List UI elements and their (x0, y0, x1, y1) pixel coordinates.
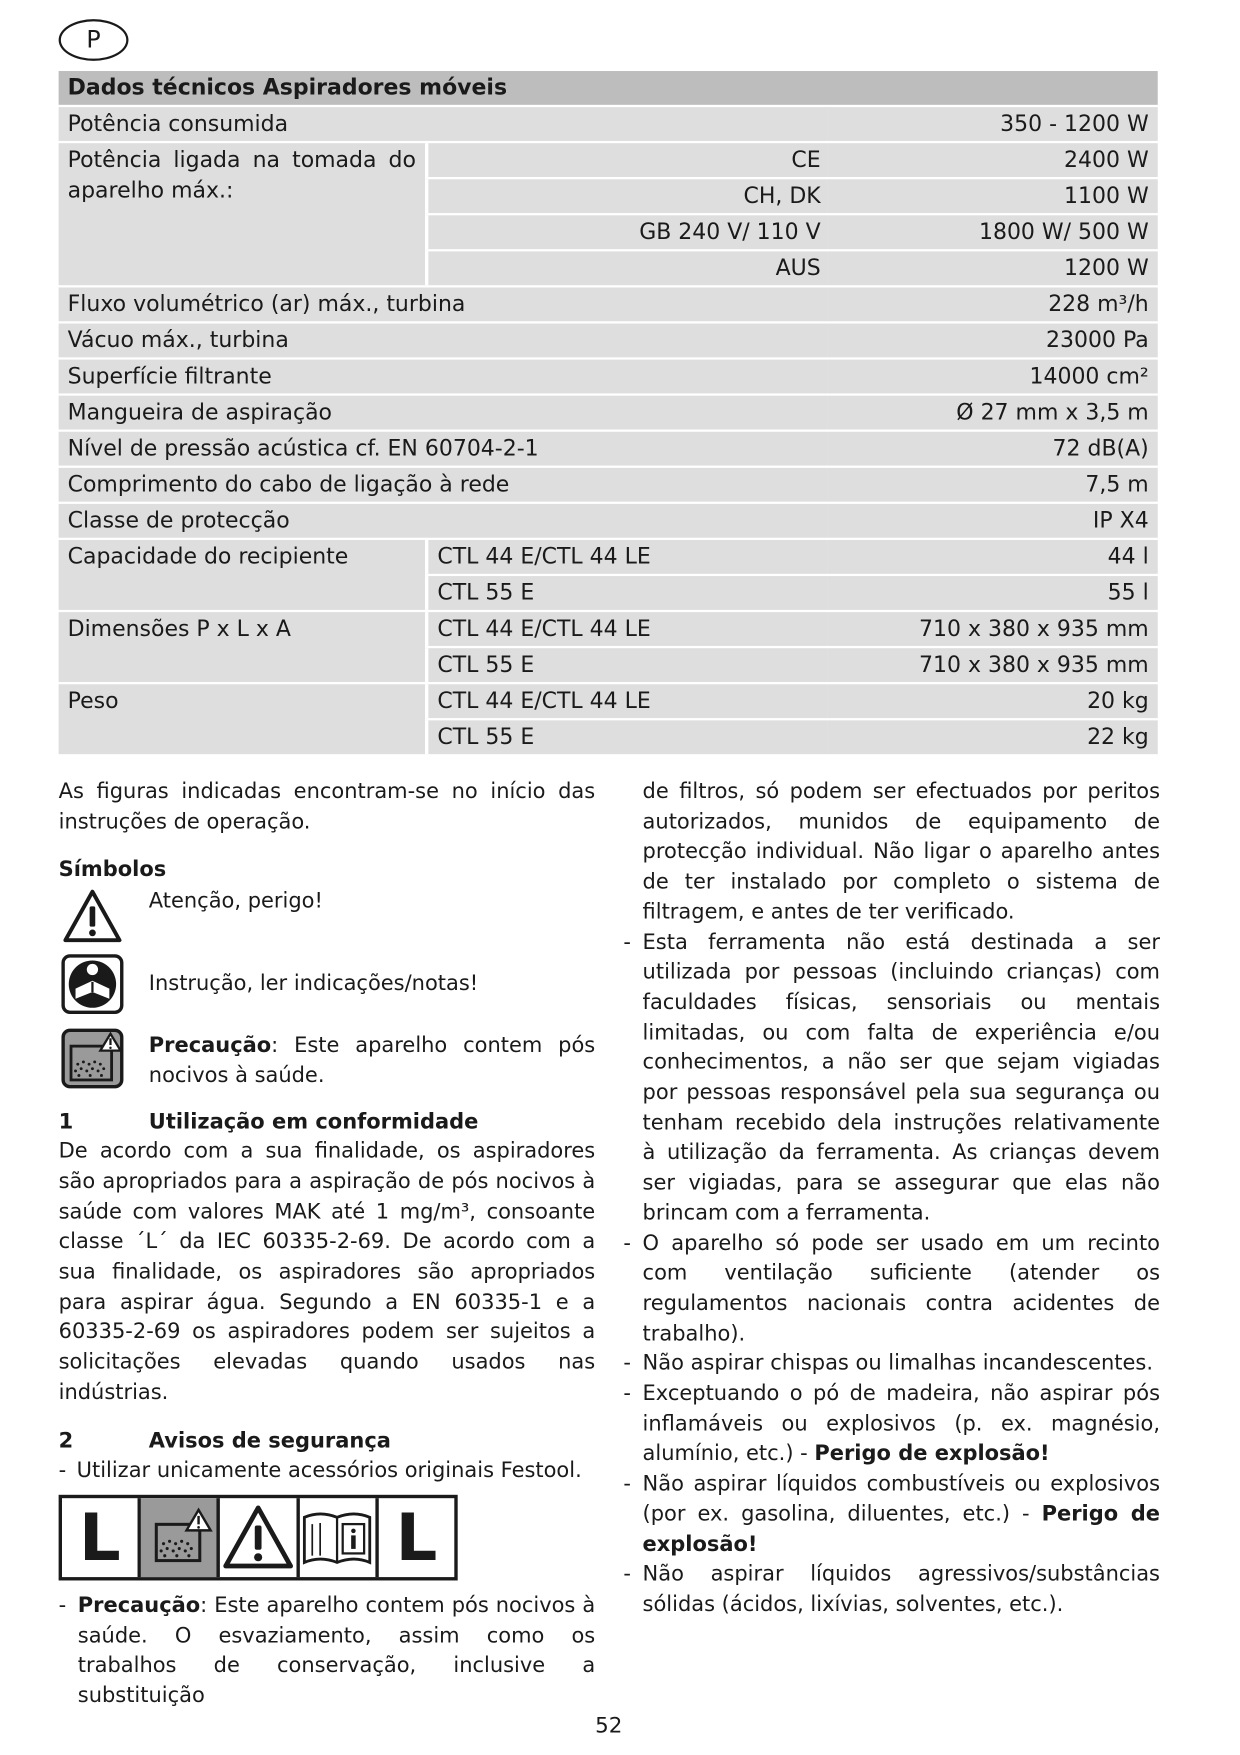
read-manual-icon (59, 954, 127, 1015)
warning-triangle-icon (59, 888, 127, 944)
table-row (59, 360, 1158, 394)
region-cell: CH, DK (425, 179, 827, 213)
row-label: Fluxo volumétrico (ar) máx., turbina (59, 287, 828, 321)
list-item: - Não aspirar líquidos combustíveis ou explosivos (por ex. gasolina, diluentes, etc.) - Perigo de explosão! (623, 1472, 1161, 1557)
list-item-text: Não aspirar líquidos agressivos/substâncias sólidas (ácidos, lixívias, solventes, etc.). (642, 1562, 1160, 1617)
dust-class-L-icon: L (62, 1498, 141, 1577)
list-item: - Utilizar unicamente acessórios originais Festool. (58, 1459, 582, 1483)
model-cell: CTL 55 E (425, 576, 827, 610)
section-number: 2 (58, 1428, 74, 1453)
safety-sign-strip (59, 1495, 458, 1581)
row-value: 2400 W (827, 143, 1157, 177)
row-value: 1800 W/ 500 W (827, 215, 1157, 249)
list-item: - Precaução: Este aparelho contem pós nocivos à saúde. O esvaziamento, assim como os trabalhos de conservação, inclusive a substituição (58, 1593, 596, 1708)
language-badge: P (59, 19, 129, 61)
table-row (59, 143, 1158, 177)
list-item-text: Exceptuando o pó de madeira, não aspirar pós inflamáveis ou explosivos (p. ex. magnésio, alumínio, etc.) - (642, 1382, 1160, 1467)
explosion-warning: Perigo de explosão! (642, 1502, 1161, 1557)
row-value: 1100 W (827, 179, 1157, 213)
table-row (59, 540, 1158, 574)
page-number: 52 (595, 1713, 623, 1739)
section-title: Utilização em conformidade (148, 1109, 479, 1134)
row-value: 55 l (827, 576, 1157, 610)
warning-triangle-icon (220, 1498, 299, 1577)
row-value: 22 kg (827, 720, 1157, 754)
table-row (59, 684, 1158, 718)
list-item-text: Não aspirar chispas ou limalhas incandescentes. (642, 1352, 1153, 1376)
row-value: 23000 Pa (827, 324, 1157, 358)
technical-data-table (59, 69, 1158, 757)
intro-paragraph: As figuras indicadas encontram-se no início das instruções de operação. (58, 780, 596, 834)
model-cell: CTL 55 E (425, 648, 827, 682)
explosion-warning: Perigo de explosão! (814, 1442, 1050, 1467)
table-row (59, 468, 1158, 502)
table-title: Dados técnicos Aspiradores móveis (59, 71, 1158, 105)
right-column (623, 778, 1160, 1621)
row-value: 44 l (827, 540, 1157, 574)
row-value: 350 - 1200 W (827, 107, 1157, 141)
list-item: - O aparelho só pode ser usado em um recinto com ventilação suficiente (atender os regulamentos nacionais contra acidentes de trabalho). (623, 1231, 1160, 1346)
list-item: - Esta ferramenta não está destinada a ser utilizada por pessoas (incluindo crianças) com faculdades físicas, sensoriais ou mentais limitadas, ou com falta de experiência e/ou conhecimentos, a não ser que sejam vigiadas por pessoas responsável pela sua segurança ou tenham recebido dela instruções relativamente à utilização da ferramenta. As crianças devem ser vigiadas, para se assegurar que elas não brincam com a ferramenta. (623, 930, 1160, 1226)
list-item: - Não aspirar líquidos agressivos/substâncias sólidas (ácidos, lixívias, solventes, etc.). (623, 1562, 1160, 1617)
section-heading (59, 1108, 596, 1138)
row-label: Potência ligada na tomada do aparelho máx.: (59, 143, 425, 285)
dust-class-L-icon: L (395, 1499, 438, 1576)
row-label: Capacidade do recipiente (59, 540, 425, 610)
symbol-label (149, 1032, 595, 1092)
hazardous-dust-icon (141, 1498, 220, 1577)
table-row (59, 432, 1158, 466)
caution-bold: Precaução (77, 1593, 201, 1618)
table-row (59, 287, 1158, 321)
row-label: Superfície filtrante (59, 360, 828, 394)
section-paragraph: De acordo com a sua finalidade, os aspiradores são apropriados para a aspiração de pós nocivos à saúde com valores MAK até 1 mg/m³, consoante classe ´L´ da IEC 60335-2-69. De acordo com a sua finalidade, os aspiradores são apropriados para aspirar água. Segundo a EN 60335-1 e a 60335-2-69 os aspiradores podem ser sujeitos a solicitações elevadas quando usados nas indústrias. (58, 1139, 596, 1405)
symbol-label: Instrução, ler indicações/notas! (148, 971, 479, 996)
continued-paragraph: de filtros, só podem ser efectuados por peritos autorizados, munidos de equipamento de protecção individual. Não ligar o aparelho antes de ter instalado por completo o sistema de filtragem, e antes de ter verificado. (642, 780, 1160, 925)
model-cell: CTL 44 E/CTL 44 LE (425, 612, 827, 646)
table-row (59, 504, 1158, 538)
symbols-heading: Símbolos (58, 858, 167, 883)
row-value: IP X4 (827, 504, 1157, 538)
list-item-text: : Este aparelho contem pós nocivos à saúde. O esvaziamento, assim como os trabalhos de conservação, inclusive a substituição (77, 1593, 596, 1708)
table-row (59, 107, 1158, 141)
row-label: Dimensões P x L x A (59, 612, 425, 682)
symbol-row-dust (59, 1028, 596, 1092)
row-label: Vácuo máx., turbina (59, 324, 828, 358)
caution-text: : Este aparelho contem pós nocivos à saúde. (148, 1033, 596, 1088)
left-column (59, 778, 596, 1712)
row-value: 72 dB(A) (827, 432, 1157, 466)
region-cell: CE (425, 143, 827, 177)
list-item-text: O aparelho só pode ser usado em um recinto com ventilação suficiente (atender os regulamentos nacionais contra acidentes de trabalho). (642, 1231, 1160, 1346)
row-value: 228 m³/h (827, 287, 1157, 321)
list-item-text: Esta ferramenta não está destinada a ser utilizada por pessoas (incluindo crianças) com faculdades físicas, sensoriais ou mentais limitadas, ou com falta de experiência e/ou conhecimentos, a não ser que sejam vigiadas por pessoas responsável pela sua segurança ou tenham recebido dela instruções relativamente à utilização da ferramenta. As crianças devem ser vigiadas, para se assegurar que elas não brincam com a ferramenta. (642, 930, 1160, 1226)
table-row (59, 396, 1158, 430)
row-label: Classe de protecção (59, 504, 828, 538)
table-row (59, 612, 1158, 646)
row-value: 710 x 380 x 935 mm (827, 648, 1157, 682)
region-cell: GB 240 V/ 110 V (425, 215, 827, 249)
row-value: 7,5 m (827, 468, 1157, 502)
list-item: - Exceptuando o pó de madeira, não aspirar pós inflamáveis ou explosivos (p. ex. magnésio, alumínio, etc.) - Perigo de explosão! (623, 1382, 1160, 1467)
list-item-text: Utilizar unicamente acessórios originais Festool. (76, 1459, 582, 1483)
row-value: Ø 27 mm x 3,5 m (827, 396, 1157, 430)
row-value: 1200 W (827, 251, 1157, 285)
table-row (59, 324, 1158, 358)
row-label: Nível de pressão acústica cf. EN 60704-2-1 (59, 432, 828, 466)
symbol-label: Atenção, perigo! (148, 889, 323, 913)
list-item-text: Não aspirar líquidos combustíveis ou explosivos (por ex. gasolina, diluentes, etc.) - (642, 1472, 1160, 1527)
symbol-row-warning (59, 888, 596, 944)
row-label: Peso (59, 684, 425, 754)
region-cell: AUS (425, 251, 827, 285)
section-heading (59, 1427, 596, 1457)
model-cell: CTL 44 E/CTL 44 LE (425, 540, 827, 574)
hazardous-dust-icon (59, 1028, 127, 1089)
row-value: 14000 cm² (827, 360, 1157, 394)
section-title: Avisos de segurança (148, 1428, 391, 1453)
row-value: 710 x 380 x 935 mm (827, 612, 1157, 646)
model-cell: CTL 44 E/CTL 44 LE (425, 684, 827, 718)
manual-book-icon (299, 1498, 378, 1577)
caution-bold: Precaução (148, 1033, 272, 1058)
model-cell: CTL 55 E (425, 720, 827, 754)
table-header-row (59, 71, 1158, 105)
section-number: 1 (58, 1109, 74, 1134)
row-label: Mangueira de aspiração (59, 396, 828, 430)
row-label: Potência consumida (59, 107, 828, 141)
row-label: Comprimento do cabo de ligação à rede (59, 468, 828, 502)
symbol-row-manual (59, 954, 596, 1015)
row-value: 20 kg (827, 684, 1157, 718)
list-item: - Não aspirar chispas ou limalhas incandescentes. (623, 1352, 1153, 1376)
